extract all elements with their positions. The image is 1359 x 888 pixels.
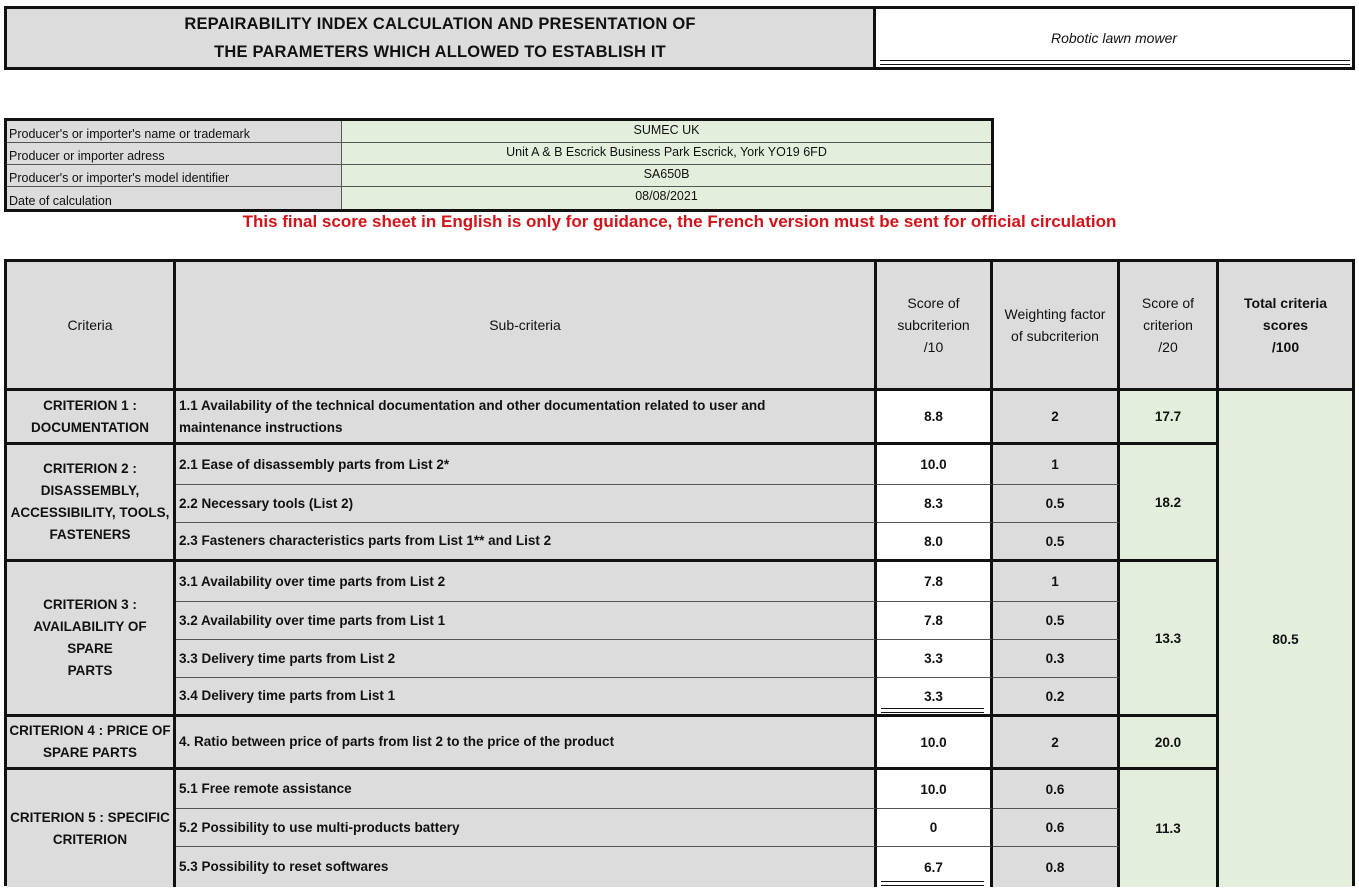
info-row <box>7 121 991 143</box>
header-text: Weighting factor <box>1004 306 1106 322</box>
info-label: Date of calculation <box>7 187 342 209</box>
criterion-text: CRITERION <box>52 831 128 847</box>
subcriterion-score: 8.3 <box>877 485 993 523</box>
criterion-text: FASTENERS <box>49 527 131 542</box>
subcriterion-score: 3.3 <box>877 640 993 678</box>
criterion-text: DISASSEMBLY, <box>40 483 140 498</box>
subcriterion-text: maintenance instructions <box>179 419 343 435</box>
header-subcriteria: Sub-criteria <box>176 262 877 391</box>
criterion-1-label <box>7 391 176 445</box>
weighting-factor: 1 <box>993 562 1120 602</box>
subcriterion-score: 7.8 <box>877 602 993 640</box>
weighting-factor: 0.5 <box>993 485 1120 523</box>
subcriterion-3-1: 3.1 Availability over time parts from List 2 <box>176 562 877 602</box>
header-criterion-score <box>1120 262 1219 391</box>
header-text: /20 <box>1158 339 1178 355</box>
info-label: Producer's or importer's name or trademark <box>7 121 342 142</box>
subcriterion-5-1: 5.1 Free remote assistance <box>176 770 877 809</box>
info-value: SUMEC UK <box>342 121 991 142</box>
criterion-5-score: 11.3 <box>1120 770 1219 887</box>
header-text: scores <box>1262 317 1309 333</box>
header-total-score <box>1219 262 1352 391</box>
criterion-2-score: 18.2 <box>1120 445 1219 562</box>
subcriterion-2-3: 2.3 Fasteners characteristics parts from List 1** and List 2 <box>176 523 877 562</box>
criterion-3-score: 13.3 <box>1120 562 1219 717</box>
weighting-factor: 2 <box>993 717 1120 770</box>
header-text: Total criteria <box>1244 295 1327 311</box>
info-row <box>7 165 991 187</box>
weighting-factor: 0.5 <box>993 602 1120 640</box>
criterion-4-label <box>7 717 176 770</box>
weighting-factor: 2 <box>993 391 1120 445</box>
subcriterion-score: 10.0 <box>877 717 993 770</box>
criterion-5-label <box>7 770 176 887</box>
info-value: 08/08/2021 <box>342 187 991 209</box>
subcriterion-3-4: 3.4 Delivery time parts from List 1 <box>176 678 877 717</box>
total-score: 80.5 <box>1219 391 1352 887</box>
subcriterion-4: 4. Ratio between price of parts from list 2 to the price of the product <box>176 717 877 770</box>
info-row <box>7 143 991 165</box>
page-title <box>7 9 876 67</box>
header-text: /10 <box>923 339 944 355</box>
subcriterion-5-3: 5.3 Possibility to reset softwares <box>176 847 877 887</box>
product-type: Robotic lawn mower <box>876 9 1352 67</box>
info-value: Unit A & B Escrick Business Park Escrick, York YO19 6FD <box>342 143 991 164</box>
weighting-factor: 1 <box>993 445 1120 485</box>
subcriterion-score: 0 <box>877 809 993 847</box>
subcriterion-score: 8.0 <box>877 523 993 562</box>
info-value: SA650B <box>342 165 991 186</box>
subcriterion-score: 8.8 <box>877 391 993 445</box>
criterion-text: PARTS <box>67 663 113 678</box>
criterion-text: CRITERION 3 : <box>43 597 137 612</box>
weighting-factor: 0.6 <box>993 809 1120 847</box>
score-table <box>4 259 1355 886</box>
info-label: Producer or importer adress <box>7 143 342 164</box>
subcriterion-5-2: 5.2 Possibility to use multi-products battery <box>176 809 877 847</box>
info-label: Producer's or importer's model identifier <box>7 165 342 186</box>
weighting-factor: 0.3 <box>993 640 1120 678</box>
header-text: of subcriterion <box>1011 328 1099 344</box>
subcriterion-2-1: 2.1 Ease of disassembly parts from List 2* <box>176 445 877 485</box>
title-line-2: THE PARAMETERS WHICH ALLOWED TO ESTABLISH IT <box>214 43 666 61</box>
criterion-4-score: 20.0 <box>1120 717 1219 770</box>
criterion-text: SPARE PARTS <box>42 745 137 760</box>
header-weighting-factor <box>993 262 1120 391</box>
subcriterion-score: 3.3 <box>877 678 993 717</box>
criterion-text: CRITERION 2 : <box>43 461 137 476</box>
weighting-factor: 0.8 <box>993 847 1120 887</box>
criterion-text: AVAILABILITY OF SPARE <box>33 619 147 656</box>
criterion-1-score: 17.7 <box>1120 391 1219 445</box>
subcriterion-score: 10.0 <box>877 770 993 809</box>
criterion-2-label <box>7 445 176 562</box>
weighting-factor: 0.6 <box>993 770 1120 809</box>
subcriterion-3-2: 3.2 Availability over time parts from List 1 <box>176 602 877 640</box>
subcriterion-2-2: 2.2 Necessary tools (List 2) <box>176 485 877 523</box>
subcriterion-1-1 <box>176 391 877 445</box>
subcriterion-score: 6.7 <box>877 847 993 887</box>
criterion-text: CRITERION 1 : <box>43 397 137 413</box>
header-text: /100 <box>1271 339 1300 355</box>
subcriterion-score: 7.8 <box>877 562 993 602</box>
header-text: Score of <box>907 295 960 311</box>
criterion-text: CRITERION 4 : PRICE OF <box>9 723 171 738</box>
criterion-text: DOCUMENTATION <box>31 419 149 435</box>
title-line-1: REPAIRABILITY INDEX CALCULATION AND PRESENTATION OF <box>184 15 696 33</box>
header-banner <box>4 6 1355 70</box>
criterion-text: CRITERION 5 : SPECIFIC <box>10 809 170 825</box>
weighting-factor: 0.2 <box>993 678 1120 717</box>
producer-info-table <box>4 118 994 212</box>
subcriterion-text: 1.1 Availability of the technical documentation and other documentation related to user and <box>179 397 766 413</box>
header-text: Score of <box>1141 295 1195 311</box>
header-subcriterion-score <box>877 262 993 391</box>
criterion-text: ACCESSIBILITY, TOOLS, <box>10 505 170 520</box>
header-text: subcriterion <box>897 317 970 333</box>
info-row <box>7 187 991 209</box>
header-criteria: Criteria <box>7 262 176 391</box>
subcriterion-3-3: 3.3 Delivery time parts from List 2 <box>176 640 877 678</box>
subcriterion-score: 10.0 <box>877 445 993 485</box>
guidance-warning: This final score sheet in English is only for guidance, the French version must be sent for official circulation <box>242 212 1117 231</box>
weighting-factor: 0.5 <box>993 523 1120 562</box>
criterion-3-label <box>7 562 176 717</box>
header-text: criterion <box>1143 317 1193 333</box>
